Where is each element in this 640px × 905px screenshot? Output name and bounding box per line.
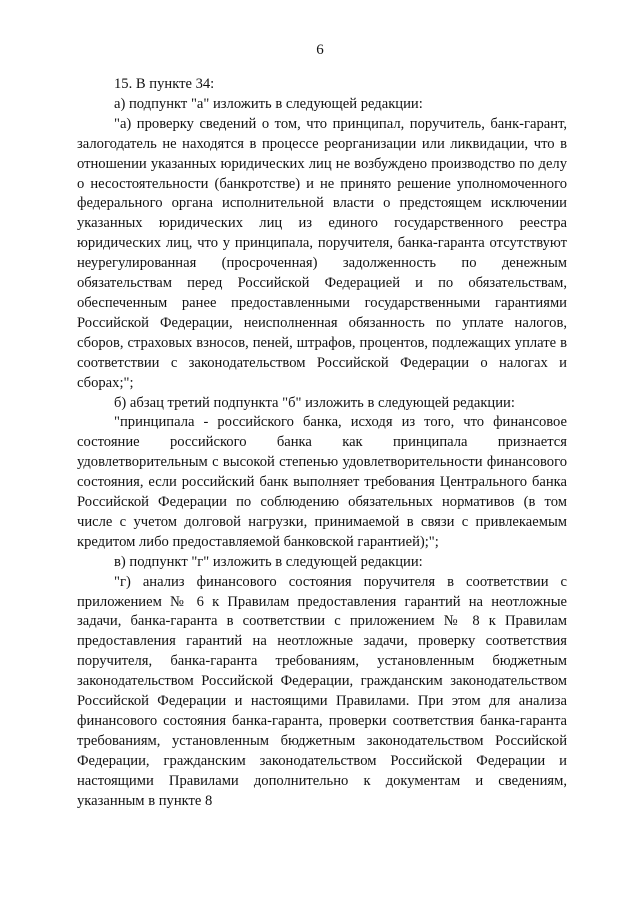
paragraph: б) абзац третий подпункта "б" изложить в следующей редакции: (114, 394, 515, 411)
paragraph: 15. В пункте 34: (114, 76, 215, 92)
paragraph: "принципала - российского банка, исходя из того, что финансовое состояние российского банка как принципала признается удовлетворительным с высокой степенью удовлетворительности финансового состояния, если российский банк выполняет требования Центрального банка Российской Федерации по соблюдению обязательных нормативов (в том числе с учетом долговой нагрузки, принимаемой в связи с привлекаемым кредитом либо предоставляемой банковской гарантией);"; (77, 414, 567, 550)
paragraph: "г) анализ финансового состояния поручителя в соответствии с приложением № 6 к Правилам предоставления гарантий на неотложные задачи, банка-гаранта в соответствии с приложением № 8 к Правилам предоставления гарантий на неотложные задачи, проверку соответствия поручителя, банка-гаранта требованиям, установленным бюджетным законодательством Российской Федерации, гражданским законодательством Российской Федерации и настоящими Правилами. При этом для анализа финансового состояния банка-гаранта, проверки соответствия банка-гаранта требованиям, установленным бюджетным законодательством Российской Федерации, гражданским законодательством Российской Федерации и настоящими Правилами дополнительно к документам и сведениям, указанным в пункте 8 (77, 573, 567, 809)
paragraph: а) подпункт "а" изложить в следующей редакции: (114, 95, 423, 112)
paragraph: в) подпункт "г" изложить в следующей редакции: (114, 553, 423, 570)
paragraph: "а) проверку сведений о том, что принципал, поручитель, банк-гарант, залогодатель не находятся в процессе реорганизации или ликвидации, что в отношении указанных юридических лиц не возбуждено производство по делу о несостоятельности (банкротстве) и не принято решение уполномоченного федерального органа исполнительной власти о предстоящем исключении указанных юридических лиц из единого государственного реестра юридических лиц, что у принципала, поручителя, банка-гаранта отсутствуют неурегулированная (просроченная) задолженность по денежным обязательствам перед Российской Федерацией и по обязательствам, обеспеченным ранее предоставленными государственными гарантиями Российской Федерации, неисполненная обязанность по уплате налогов, сборов, страховых взносов, пеней, штрафов, процентов, подлежащих уплате в соответствии с законодательством Российской Федерации о налогах и сборах;"; (77, 115, 567, 391)
document-body (77, 75, 567, 812)
page-number: 6 (316, 42, 324, 58)
